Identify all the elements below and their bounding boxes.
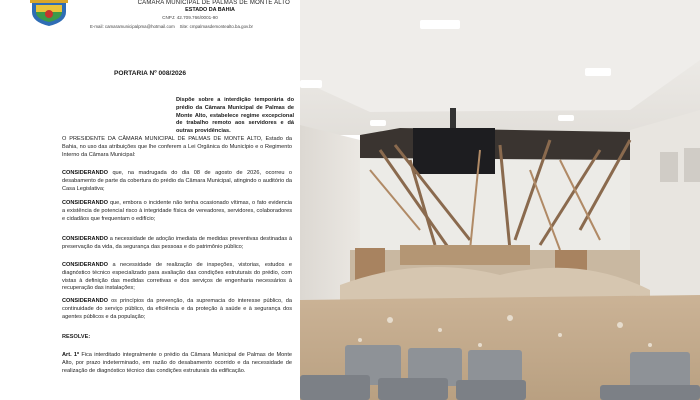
considerando-text: os princípios da prevenção, da supremacia do interesse público, da continuidade do serviço público, da eficiência e da proteção à saúde e à segurança dos agentes públicos e da população; [62,298,292,320]
auditorium-illustration [300,0,700,400]
collapsed-auditorium-photo [300,0,700,400]
considerando-lead: CONSIDERANDO [62,262,108,268]
considerando-lead: CONSIDERANDO [62,236,108,242]
header-cnpj: CNPJ: 42.709.766/0001-90 [162,15,218,20]
considerando-text: a necessidade de realização de inspeções, vistorias, estudos e diagnóstico técnico especializado para avaliação das condições estruturais do prédio, com vistas à definição das medidas corretivas e dos serviços de engenharia necessários à recuperação das instalações; [62,262,292,292]
article-1-text: Fica interditado integralmente o prédio da Câmara Municipal de Palmas de Monte Alto, por prazo indeterminado, em razão do desabamento ocorrido e da necessidade de realização de diagnóstico técnico das condições estruturais da edificação. [62,352,293,374]
header-org-name: CÂMARA MUNICIPAL DE PALMAS DE MONTE ALTO [137,0,290,6]
considerando-paragraph [62,170,292,193]
municipal-crest-icon [30,0,68,26]
considerando-lead: CONSIDERANDO [62,170,108,176]
ceiling-light [558,115,574,121]
document-ementa: Dispõe sobre a interdição temporária do prédio da Câmara Municipal de Palmas de Monte Alto, estabelece regime excepcional de trabalho remoto aos servidores e dá outras providências. [176,97,294,135]
considerando-paragraph [62,262,292,293]
ceiling-light [370,120,386,126]
article-1-paragraph [62,352,292,375]
considerando-paragraph [62,200,292,223]
preamble-paragraph: O PRESIDENTE DA CÂMARA MUNICIPAL DE PALMAS DE MONTE ALTO, Estado da Bahia, no uso das atribuições que lhe conferem a Lei Orgânica do Município e o Regimento Interno da Câmara Municipal: [62,136,292,158]
considerando-text: que, embora o incidente não tenha ocasionado vítimas, o fato evidencia a existência de potencial risco à integridade física de vereadores, servidores, colaboradores e cidadãos que frequentam o edifício; [62,200,292,222]
header-state: ESTADO DA BAHIA [185,7,235,13]
ceiling-light [585,68,611,76]
document-title: PORTARIA Nº 008/2026 [113,70,187,77]
ceiling-light [300,80,322,88]
official-document-page [0,0,300,400]
considerando-paragraph [62,298,292,321]
document-header [90,0,290,30]
header-email: E-mail: camaramunicipalpma@hotmail.com [90,24,175,29]
article-1-lead: Art. 1º [62,352,80,358]
considerando-paragraph [62,236,292,252]
tv-screen [413,128,495,174]
header-site: Site: cmpalmasdemontealto.ba.gov.br [179,24,254,29]
considerando-text: que, na madrugada do dia 08 de agosto de 2026, ocorreu o desabamento de parte da cobertura do prédio da Câmara Municipal, atingindo o auditório da Casa Legislativa; [62,170,292,192]
considerando-text: a necessidade de adoção imediata de medidas preventivas destinadas à preservação da vida, da segurança das pessoas e do patrimônio público; [62,236,292,250]
resolve-heading: RESOLVE: [62,334,91,340]
header-contact [90,23,290,30]
considerando-lead: CONSIDERANDO [62,200,108,206]
considerando-lead: CONSIDERANDO [62,298,108,304]
ceiling-light [420,20,460,29]
